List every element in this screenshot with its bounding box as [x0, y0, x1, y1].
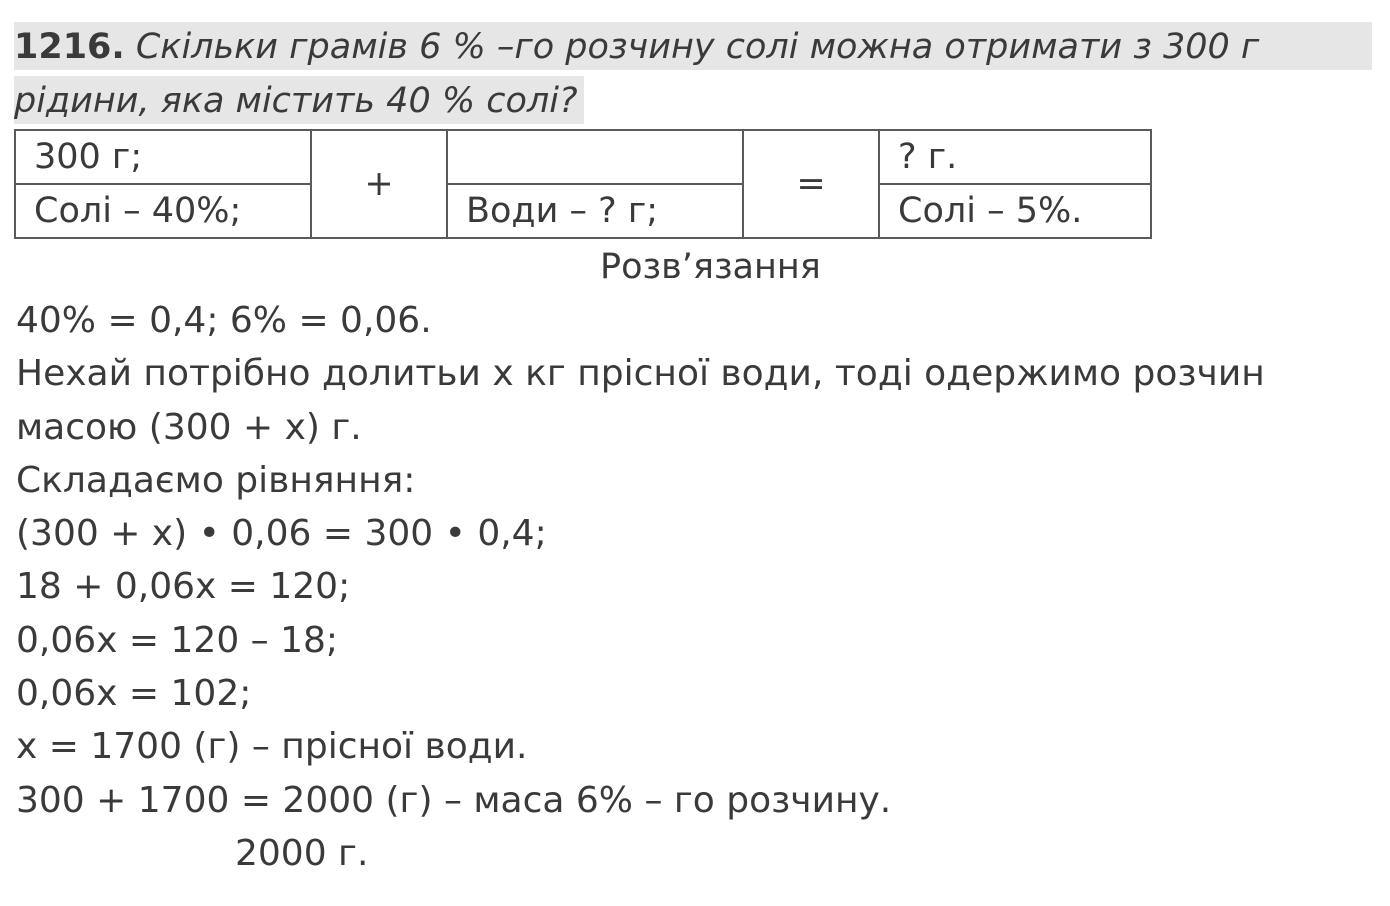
solution-line: (300 + х) • 0,06 = 300 • 0,4;: [16, 513, 547, 555]
solution-answer: 2000 г.: [235, 833, 369, 874]
problem-number: 1216.: [14, 27, 125, 67]
solution-line: Нехай потрібно долитьи х кг прісної води, тоді одержимо розчин: [16, 353, 1265, 395]
problem-text-line-2: рідини, яка містить 40 % солі?: [14, 81, 578, 121]
scheme-equals-sign: =: [743, 130, 879, 238]
scheme-cell-result-mass: ? г.: [879, 130, 1151, 184]
scheme-cell-water-top: [447, 130, 743, 184]
problem-text-line-1: Скільки грамів 6 % –го розчину солі можна отримати з 300 г: [135, 27, 1260, 67]
solution-line: 300 + 1700 = 2000 (г) – маса 6% – го розчину.: [16, 779, 892, 821]
solution-line: 0,06х = 120 – 18;: [16, 619, 339, 661]
solution-line: 40% = 0,4; 6% = 0,06.: [16, 300, 432, 341]
solution-line: 18 + 0,06х = 120;: [16, 566, 351, 608]
scheme-plus-sign: +: [311, 130, 447, 238]
scheme-cell-solution-mass: 300 г;: [15, 130, 311, 184]
problem-line-1: [14, 22, 1372, 70]
problem-statement: [14, 22, 1374, 124]
scheme-cell-water: Води – ? г;: [447, 184, 743, 238]
scheme-row-1: [15, 130, 1151, 184]
scheme-cell-salt-40: Солі – 40%;: [15, 184, 311, 238]
scheme-cell-salt-result: Солі – 5%.: [879, 184, 1151, 238]
problem-line-2: [14, 76, 584, 124]
solution-line: 0,06х = 102;: [16, 673, 252, 715]
solution-line: х = 1700 (г) – прісної води.: [16, 726, 528, 768]
solution-title: Розв’язання: [600, 247, 821, 287]
solution-line: масою (300 + х) г.: [16, 406, 362, 448]
solution-lines: [16, 294, 1265, 827]
mixing-scheme-table: [14, 129, 1152, 239]
solution-line: Складаємо рівняння:: [16, 459, 416, 501]
scheme-row-2: [15, 184, 1151, 238]
